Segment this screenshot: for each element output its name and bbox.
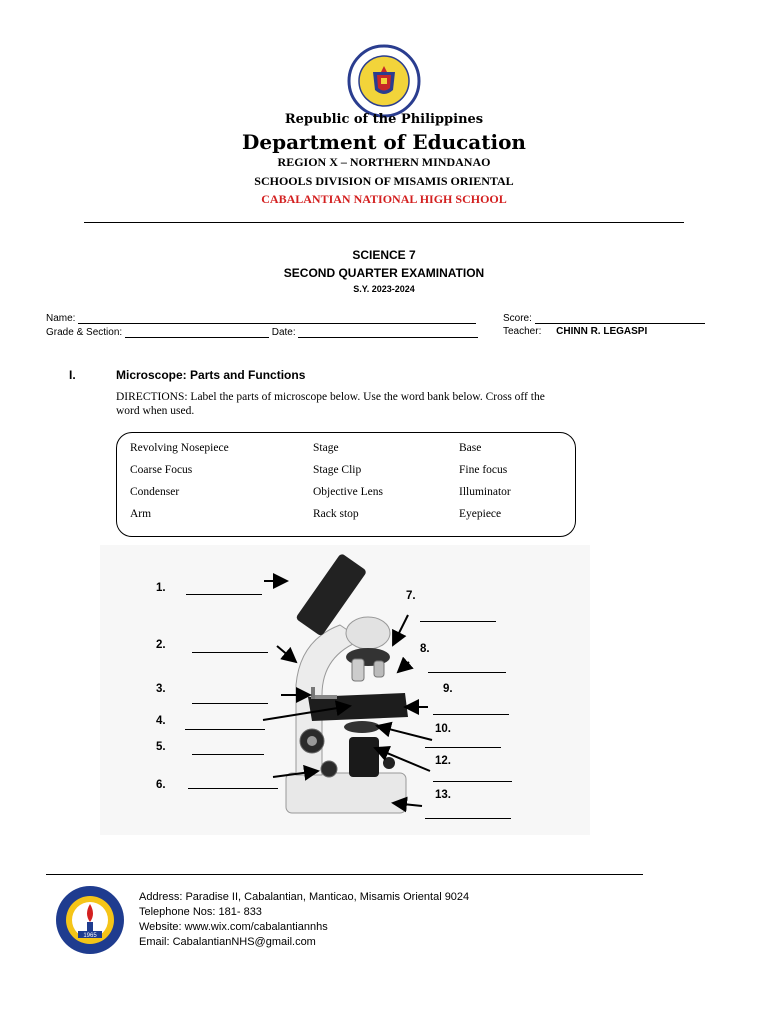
directions-line-1: DIRECTIONS: Label the parts of microscope below. Use the word bank below. Cross off the [116, 391, 545, 403]
word-bank-item: Rack stop [313, 508, 359, 520]
section-title: Microscope: Parts and Functions [116, 368, 306, 382]
answer-blank-9[interactable] [433, 714, 509, 715]
label-number-5: 5. [156, 741, 166, 753]
footer-website: Website: www.wix.com/cabalantiannhs [139, 921, 328, 933]
answer-blank-2[interactable] [192, 652, 268, 653]
footer-email: Email: CabalantianNHS@gmail.com [139, 936, 316, 948]
answer-blank-8[interactable] [428, 672, 506, 673]
word-bank-item: Condenser [130, 486, 180, 498]
word-bank-item: Eyepiece [459, 508, 502, 520]
label-number-10: 10. [435, 723, 451, 735]
answer-blank-12[interactable] [433, 781, 512, 782]
exam-title: SECOND QUARTER EXAMINATION [283, 266, 485, 280]
footer-telephone: Telephone Nos: 181- 833 [139, 906, 262, 918]
school-name: CABALANTIAN NATIONAL HIGH SCHOOL [261, 192, 507, 206]
division-line: SCHOOLS DIVISION OF MISAMIS ORIENTAL [254, 174, 514, 188]
school-year: S.Y. 2023-2024 [353, 284, 415, 294]
school-logo [54, 884, 126, 956]
word-bank-item: Stage [313, 442, 339, 454]
label-number-12: 12. [435, 755, 451, 767]
section-number: I. [69, 368, 76, 382]
answer-blank-3[interactable] [192, 703, 268, 704]
label-number-8: 8. [420, 643, 430, 655]
answer-blank-1[interactable] [186, 594, 262, 595]
exam-subject: SCIENCE 7 [352, 248, 416, 262]
label-number-4: 4. [156, 715, 166, 727]
word-bank-item: Coarse Focus [130, 464, 193, 476]
label-number-6: 6. [156, 779, 166, 791]
footer-divider [46, 874, 643, 875]
teacher-label: Teacher: [503, 326, 542, 337]
answer-blank-5[interactable] [192, 754, 264, 755]
word-bank-item: Arm [130, 508, 152, 520]
answer-blank-13[interactable] [425, 818, 511, 819]
logo-year: 1965 [83, 933, 97, 939]
label-number-1: 1. [156, 582, 166, 594]
answer-blank-4[interactable] [185, 729, 265, 730]
republic-line: Republic of the Philippines [284, 112, 484, 127]
answer-blank-7[interactable] [420, 621, 496, 622]
word-bank-item: Fine focus [459, 464, 508, 476]
label-number-3: 3. [156, 683, 166, 695]
label-number-2: 2. [156, 639, 166, 651]
department-title: Department of Education [242, 130, 526, 154]
label-number-13: 13. [435, 789, 451, 801]
directions-line-2: word when used. [116, 405, 195, 417]
date-label: Date: [271, 327, 296, 338]
label-number-7: 7. [406, 590, 416, 602]
name-label: Name: [46, 313, 76, 324]
word-bank-item: Illuminator [459, 486, 511, 498]
word-bank-item: Stage Clip [313, 464, 362, 476]
score-label: Score: [503, 313, 532, 324]
region-line: REGION X – NORTHERN MINDANAO [277, 155, 491, 169]
teacher-name: CHINN R. LEGASPI [556, 326, 648, 337]
word-bank-item: Base [459, 442, 482, 454]
answer-blank-6[interactable] [188, 788, 278, 789]
grade-label: Grade & Section: [46, 327, 123, 338]
word-bank-item: Objective Lens [313, 486, 383, 498]
footer-address: Address: Paradise II, Cabalantian, Manticao, Misamis Oriental 9024 [139, 891, 470, 903]
answer-blank-10[interactable] [425, 747, 501, 748]
word-bank-item: Revolving Nosepiece [130, 442, 229, 454]
label-number-9: 9. [443, 683, 453, 695]
